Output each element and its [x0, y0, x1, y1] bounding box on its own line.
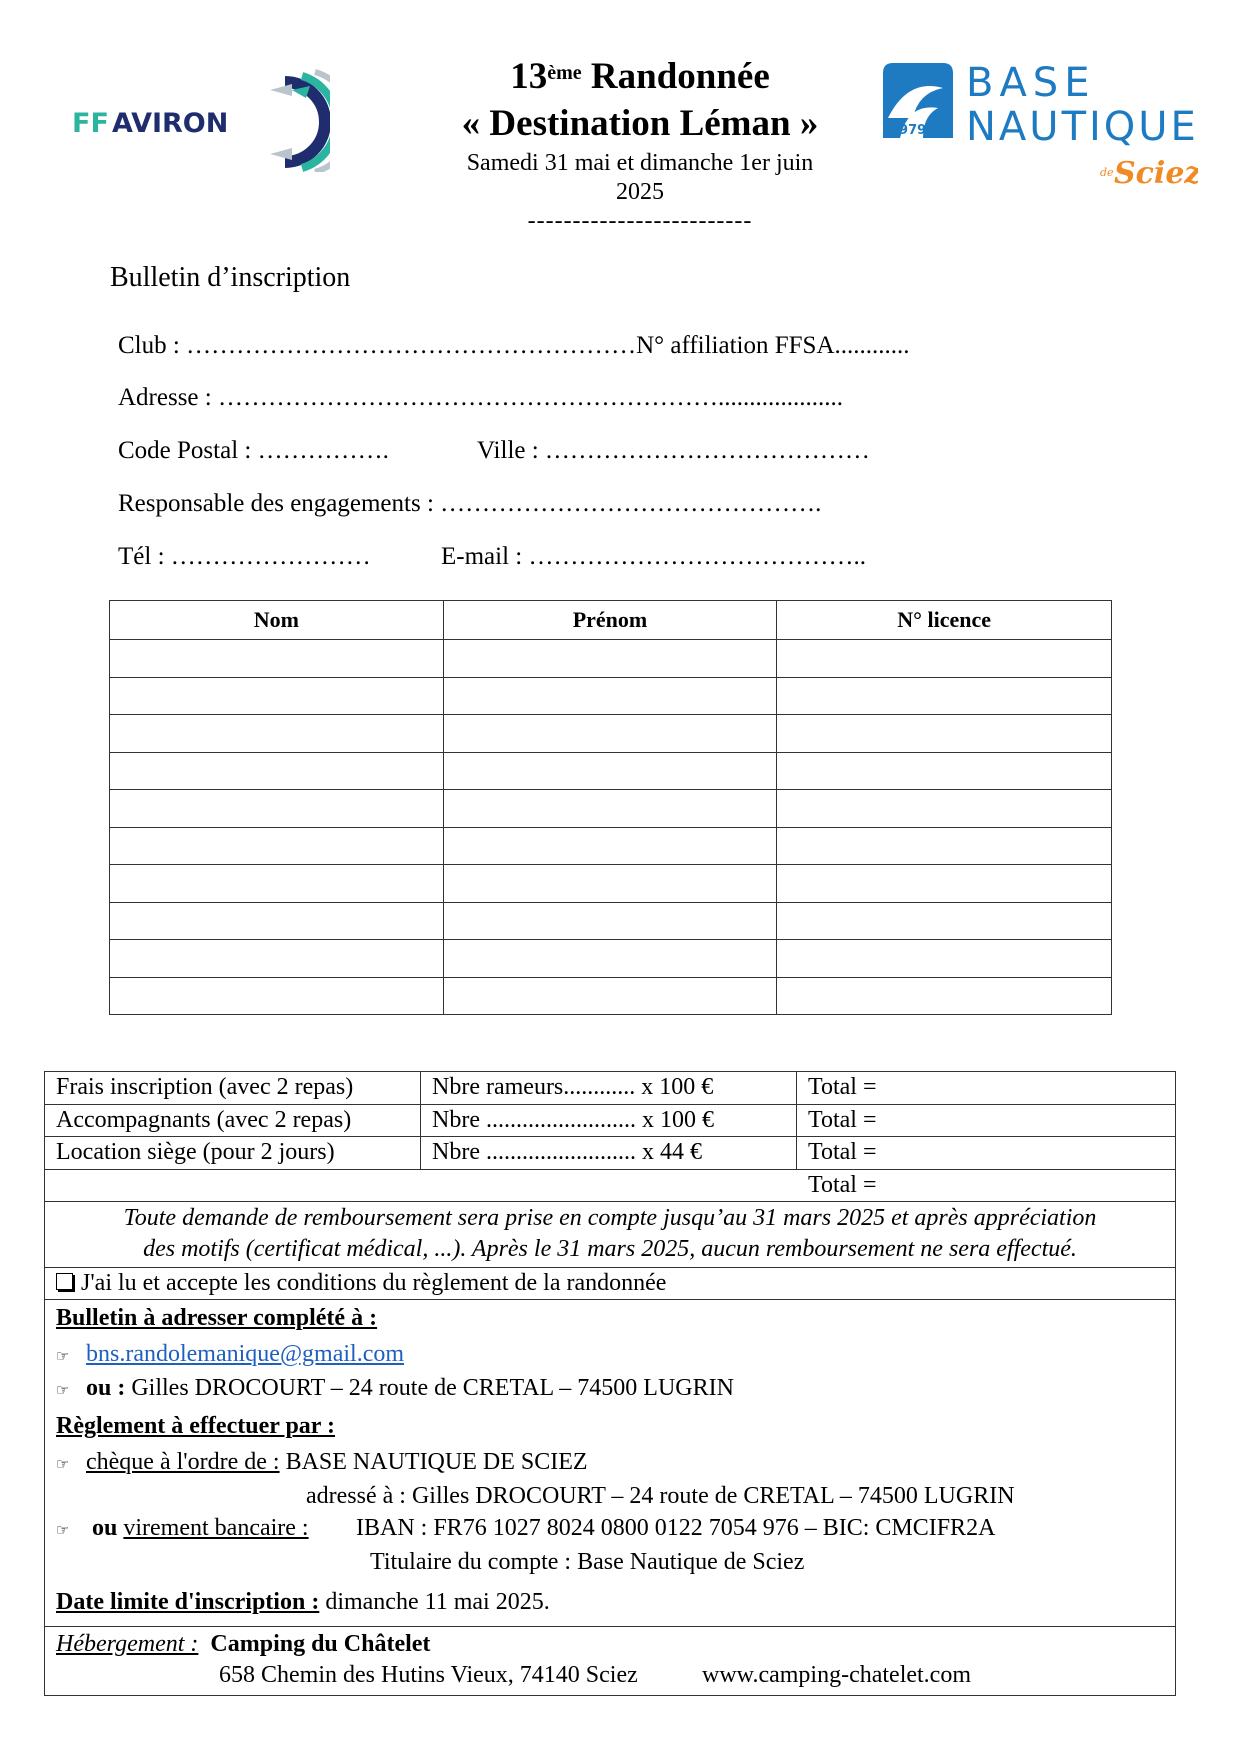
logo-base-text: BASE: [966, 60, 1096, 106]
lodging-address-line: [56, 1660, 1175, 1691]
bulletin-title: Bulletin d’inscription: [110, 262, 351, 293]
pointing-hand-icon: ☞: [56, 1521, 70, 1539]
licence-cell[interactable]: [777, 977, 1112, 1015]
event-title: [420, 55, 860, 99]
nom-cell[interactable]: [110, 752, 444, 790]
event-subtitle: « Destination Léman »: [461, 103, 819, 144]
fee-row: [45, 1105, 1175, 1138]
participant-row: [110, 640, 1112, 678]
column-header-prenom: Prénom: [443, 601, 777, 640]
fee-label: Accompagnants (avec 2 repas): [45, 1105, 421, 1137]
send-to-or-label: ou :: [86, 1375, 126, 1401]
prenom-cell[interactable]: [443, 902, 777, 940]
cheque-payee: BASE NAUTIQUE DE SCIEZ: [285, 1449, 588, 1475]
participants-table: [109, 600, 1112, 1015]
nom-cell[interactable]: [110, 640, 444, 678]
transfer-line: [56, 1512, 1175, 1546]
fee-total[interactable]: Total =: [808, 1106, 877, 1133]
logo-aviron-text: AVIRON: [112, 108, 229, 139]
prenom-cell[interactable]: [443, 940, 777, 978]
send-to-email-link[interactable]: bns.randolemanique@gmail.com: [86, 1341, 405, 1367]
send-to-heading: Bulletin à adresser complété à :: [56, 1305, 378, 1331]
lodging-address: 658 Chemin des Hutins Vieux, 74140 Sciez: [219, 1662, 638, 1688]
city-field[interactable]: Ville : …………………………………: [477, 437, 870, 464]
logo-nautique-text: NAUTIQUE: [966, 104, 1198, 150]
fee-label: Location siège (pour 2 jours): [45, 1137, 421, 1169]
fee-total[interactable]: Total =: [808, 1074, 877, 1100]
manager-field[interactable]: Responsable des engagements : ……………………………………….: [118, 490, 822, 517]
agreement-label: J'ai lu et accepte les conditions du règlement de la randonnée: [81, 1270, 667, 1296]
prenom-cell[interactable]: [443, 827, 777, 865]
fee-total[interactable]: Total =: [808, 1139, 877, 1165]
account-holder: Titulaire du compte : Base Nautique de Sciez: [370, 1549, 805, 1575]
cheque-label: chèque à l'ordre de :: [86, 1449, 280, 1475]
licence-cell[interactable]: [777, 752, 1112, 790]
cheque-line: [56, 1446, 1175, 1480]
club-field[interactable]: Club : ………………………………………………N° affiliation FFSA............: [118, 332, 910, 359]
nom-cell[interactable]: [110, 715, 444, 753]
column-header-licence: N° licence: [777, 601, 1112, 640]
lodging-label: Hébergement :: [56, 1631, 199, 1657]
logo-sciez-text: Sciez: [1114, 156, 1198, 191]
participant-row: [110, 902, 1112, 940]
event-title-word: Randonnée: [590, 56, 770, 97]
nom-cell[interactable]: [110, 790, 444, 828]
nom-cell[interactable]: [110, 677, 444, 715]
licence-cell[interactable]: [777, 790, 1112, 828]
nom-cell[interactable]: [110, 902, 444, 940]
event-dates: Samedi 31 mai et dimanche 1er juin: [466, 150, 814, 176]
licence-cell[interactable]: [777, 827, 1112, 865]
participant-row: [110, 790, 1112, 828]
fee-quantity[interactable]: Nbre ......................... x 44 €: [421, 1137, 797, 1169]
prenom-cell[interactable]: [443, 640, 777, 678]
agreement-row[interactable]: [45, 1268, 1175, 1300]
prenom-cell[interactable]: [443, 752, 777, 790]
phone-field[interactable]: Tél : ……………………: [118, 543, 371, 570]
postal-code-field[interactable]: Code Postal : …………….: [118, 437, 389, 464]
nom-cell[interactable]: [110, 940, 444, 978]
participant-row: [110, 752, 1112, 790]
fee-row: [45, 1137, 1175, 1170]
lodging-name: Camping du Châtelet: [210, 1631, 431, 1657]
send-to-email-line: [56, 1338, 1175, 1372]
pointing-hand-icon: ☞: [56, 1347, 70, 1365]
prenom-cell[interactable]: [443, 715, 777, 753]
cheque-address: adressé à : Gilles DROCOURT – 24 route de CRETAL – 74500 LUGRIN: [306, 1483, 1015, 1509]
address-field[interactable]: Adresse : ……………………………………………………....................: [118, 384, 843, 411]
column-header-nom: Nom: [110, 601, 444, 640]
event-number: 13: [510, 56, 548, 97]
send-to-address-line: [56, 1372, 1175, 1406]
transfer-or: ou: [92, 1515, 118, 1541]
fee-quantity[interactable]: Nbre rameurs............ x 100 €: [421, 1072, 797, 1104]
licence-cell[interactable]: [777, 640, 1112, 678]
participant-row: [110, 865, 1112, 903]
lodging-section: [45, 1627, 1175, 1695]
logo-year: 1979: [890, 123, 927, 138]
lodging-website[interactable]: www.camping-chatelet.com: [702, 1662, 972, 1688]
fee-quantity[interactable]: Nbre ......................... x 100 €: [421, 1105, 797, 1137]
grand-total[interactable]: Total =: [808, 1171, 877, 1198]
licence-cell[interactable]: [777, 940, 1112, 978]
prenom-cell[interactable]: [443, 677, 777, 715]
pointing-hand-icon: ☞: [56, 1455, 70, 1473]
participant-row: [110, 977, 1112, 1015]
contact-payment-section: [45, 1300, 1175, 1627]
licence-cell[interactable]: [777, 865, 1112, 903]
agreement-checkbox[interactable]: [56, 1273, 73, 1290]
lodging-name-line: [56, 1629, 1175, 1660]
fees-table: [44, 1071, 1176, 1696]
licence-cell[interactable]: [777, 902, 1112, 940]
pointing-hand-icon: ☞: [56, 1381, 70, 1399]
participant-row: [110, 940, 1112, 978]
transfer-label: virement bancaire :: [123, 1515, 309, 1541]
deadline-label: Date limite d'inscription :: [56, 1589, 320, 1615]
participants-header-row: [110, 601, 1112, 640]
prenom-cell[interactable]: [443, 790, 777, 828]
base-nautique-logo: [878, 58, 1198, 208]
nom-cell[interactable]: [110, 977, 444, 1015]
iban: IBAN : FR76 1027 8024 0800 0122 7054 976 – BIC: CMCIFR2A: [356, 1515, 996, 1541]
refund-notice: [45, 1202, 1175, 1268]
ffaviron-logo: [70, 62, 330, 172]
email-field[interactable]: E-mail : …………………………………..: [441, 543, 866, 570]
prenom-cell[interactable]: [443, 977, 777, 1015]
event-year: 2025: [616, 179, 664, 205]
logo-de-text: de: [1100, 166, 1114, 179]
deadline-line: [56, 1586, 1175, 1618]
participant-row: [110, 715, 1112, 753]
licence-cell[interactable]: [777, 715, 1112, 753]
event-ordinal: ème: [547, 62, 582, 84]
refund-notice-line1: Toute demande de remboursement sera prise en compte jusqu’au 31 mars 2025 et après appréciation: [123, 1205, 1097, 1231]
header-separator: -------------------------: [527, 208, 753, 234]
logo-ff-text: FF: [72, 108, 109, 139]
grand-total-row: [45, 1170, 1175, 1203]
nom-cell[interactable]: [110, 865, 444, 903]
fee-row: [45, 1072, 1175, 1105]
participant-row: [110, 827, 1112, 865]
refund-notice-line2: des motifs (certificat médical, ...). Après le 31 mars 2025, aucun remboursement ne sera effectué.: [143, 1236, 1077, 1262]
licence-cell[interactable]: [777, 677, 1112, 715]
payment-heading: Règlement à effectuer par :: [56, 1413, 335, 1439]
nom-cell[interactable]: [110, 827, 444, 865]
fee-label: Frais inscription (avec 2 repas): [45, 1072, 421, 1104]
prenom-cell[interactable]: [443, 865, 777, 903]
deadline-value: dimanche 11 mai 2025.: [325, 1589, 550, 1615]
participant-row: [110, 677, 1112, 715]
send-to-address: Gilles DROCOURT – 24 route de CRETAL – 74500 LUGRIN: [131, 1375, 734, 1401]
